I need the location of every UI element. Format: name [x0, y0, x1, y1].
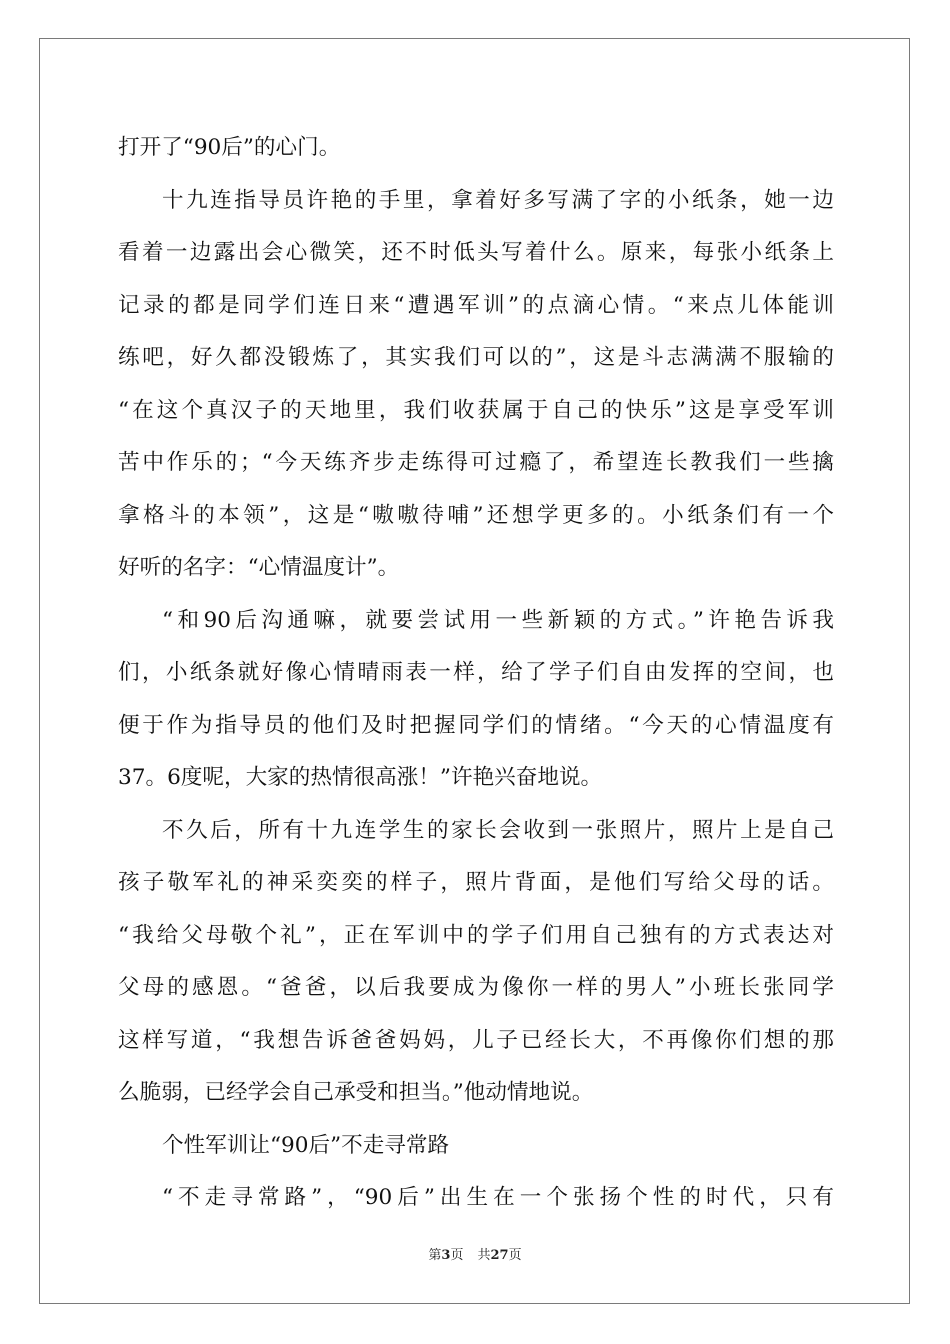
paragraph-first-line: 十九连指导员许艳的手里，拿着好多写满了字的小纸条，她一边	[162, 187, 834, 213]
document-body	[118, 122, 834, 1225]
text-line: 练吧，好久都没锻炼了，其实我们可以的”，这是斗志满满不服输的	[118, 345, 834, 370]
text-line: 孩子敬军礼的神采奕奕的样子，照片背面，是他们写给父母的话。	[118, 870, 834, 895]
text-line: 打开了“90后”的心门。	[118, 135, 341, 160]
paragraph-first-line: “不走寻常路”，“90后”出生在一个张扬个性的时代，只有	[162, 1185, 834, 1210]
page-footer	[0, 1247, 950, 1265]
text-line: “我给父母敬个礼”，正在军训中的学子们用自己独有的方式表达对	[118, 922, 834, 948]
text-line: 父母的感恩。“爸爸，以后我要成为像你一样的男人”小班长张同学	[118, 975, 834, 1000]
text-line: 37。6度呢，大家的热情很高涨！”许艳兴奋地说。	[118, 765, 603, 790]
text-line: 苦中作乐的；“今天练齐步走练得可过瘾了，希望连长教我们一些擒	[118, 450, 834, 475]
section-heading: 个性军训让“90后”不走寻常路	[162, 1132, 450, 1158]
page-label-prefix: 第	[428, 1248, 442, 1263]
text-line: 么脆弱，已经学会自己承受和担当。”他动情地说。	[118, 1080, 594, 1105]
text-line: 这样写道，“我想告诉爸爸妈妈，儿子已经长大，不再像你们想的那	[118, 1027, 834, 1053]
text-line: 看着一边露出会心微笑，还不时低头写着什么。原来，每张小纸条上	[118, 240, 834, 265]
paragraph-first-line: 不久后，所有十九连学生的家长会收到一张照片，照片上是自己	[162, 817, 834, 843]
text-line: 记录的都是同学们连日来“遭遇军训”的点滴心情。“来点儿体能训	[118, 292, 834, 318]
paragraph-first-line: “和90后沟通嘛，就要尝试用一些新颖的方式。”许艳告诉我	[162, 607, 834, 633]
total-label-suffix: 页	[508, 1248, 522, 1263]
text-line: 好听的名字：“心情温度计”。	[118, 555, 400, 580]
total-pages: 27	[490, 1248, 509, 1263]
page-label-suffix: 页	[450, 1248, 464, 1263]
page-number: 3	[441, 1248, 451, 1263]
text-line: 拿格斗的本领”，这是“嗷嗷待哺”还想学更多的。小纸条们有一个	[118, 502, 834, 528]
total-label-prefix: 共	[477, 1248, 491, 1263]
text-line: 们，小纸条就好像心情晴雨表一样，给了学子们自由发挥的空间，也	[118, 660, 834, 685]
text-line: 便于作为指导员的他们及时把握同学们的情绪。“今天的心情温度有	[118, 712, 834, 738]
text-line: “在这个真汉子的天地里，我们收获属于自己的快乐”这是享受军训	[118, 397, 834, 423]
